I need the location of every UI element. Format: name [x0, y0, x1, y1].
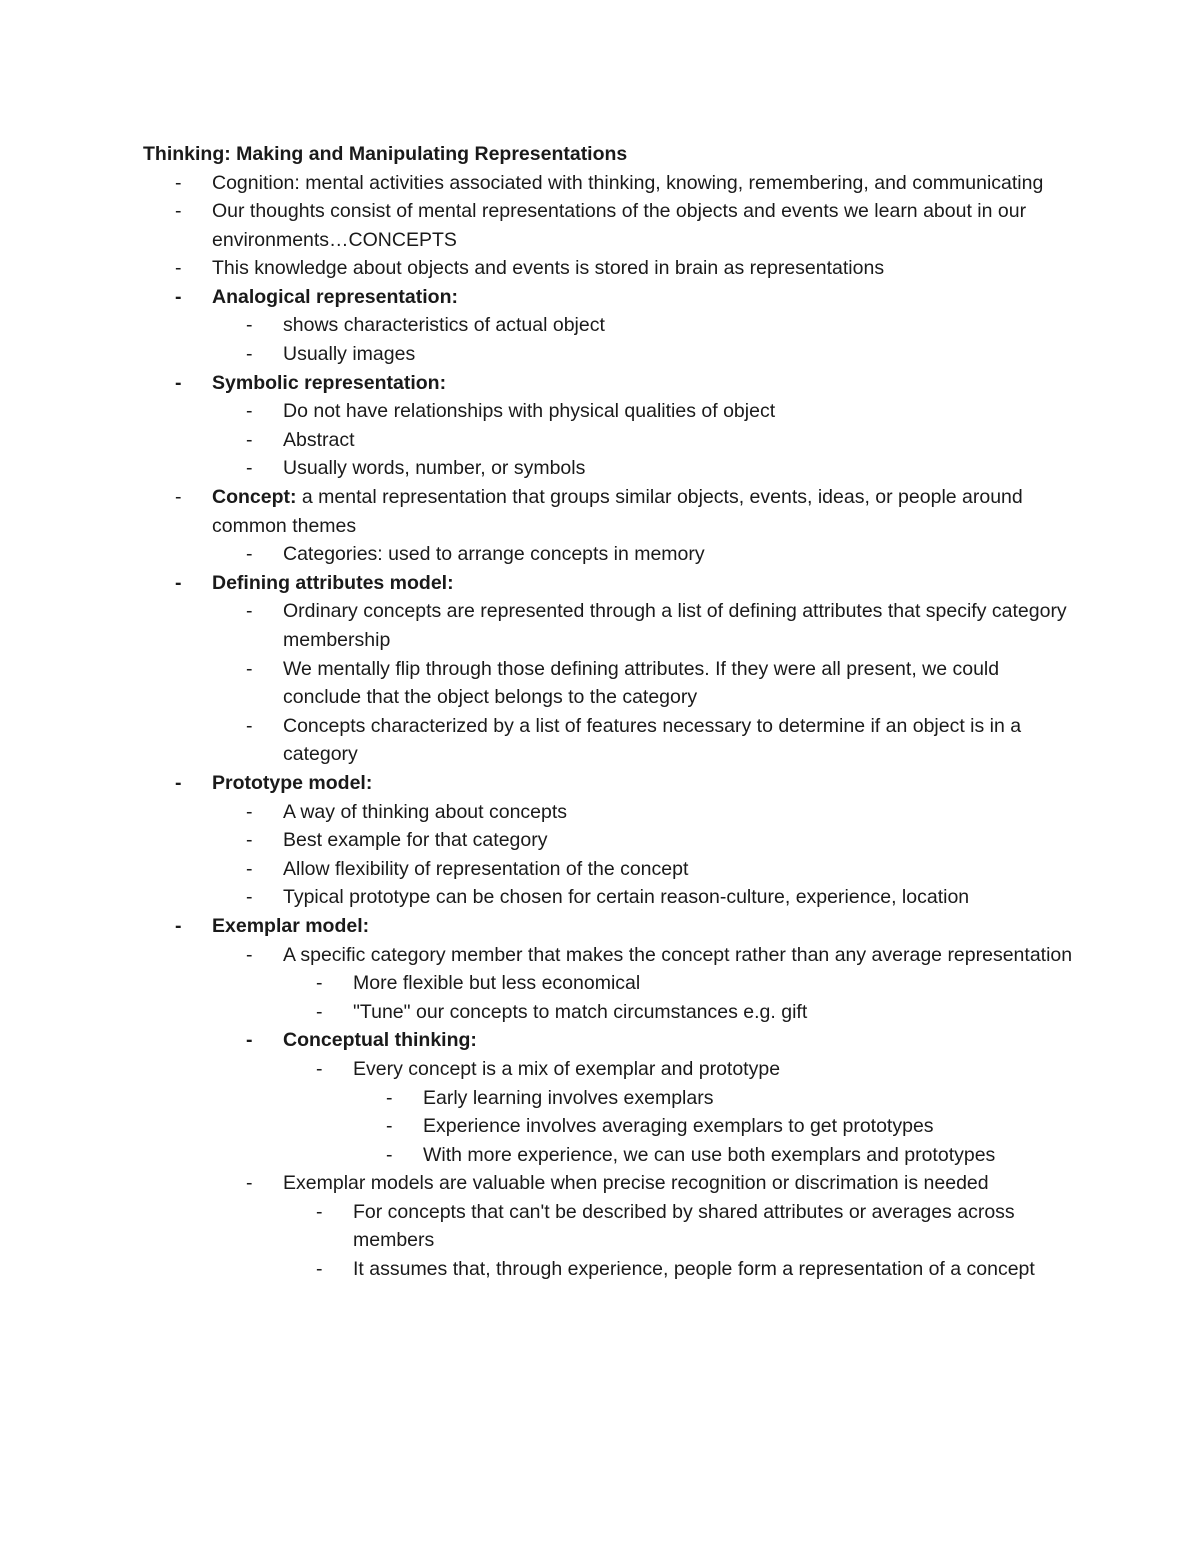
bullet-dash: - — [246, 400, 253, 423]
outline-item-text: Cognition: mental activities associated with thinking, knowing, remembering, and communicating — [212, 171, 1044, 194]
outline-item-text: We mentally flip through those defining attributes. If they were all present, we could conclude that the object belongs to the category — [283, 657, 1000, 709]
term-definition: a mental representation that groups similar objects, events, ideas, or people around common themes — [212, 486, 1023, 537]
bullet-dash: - — [246, 600, 253, 623]
outline-item — [143, 254, 1073, 283]
bullet-dash: - — [246, 343, 253, 366]
outline-item-text: It assumes that, through experience, people form a representation of a concept — [353, 1258, 1035, 1281]
outline-item-text: Typical prototype can be chosen for certain reason-culture, experience, location — [283, 886, 970, 909]
outline-item — [143, 883, 1073, 912]
bullet-dash: - — [175, 571, 182, 594]
bullet-dash: - — [386, 1143, 393, 1166]
outline-item — [143, 712, 1073, 769]
outline-item-text: Conceptual thinking: — [283, 1029, 477, 1052]
bullet-dash: - — [175, 371, 182, 394]
outline-item-text: shows characteristics of actual object — [283, 314, 605, 337]
outline-item — [143, 655, 1073, 712]
outline-item — [143, 540, 1073, 569]
outline-item — [143, 426, 1073, 455]
bullet-dash: - — [175, 771, 182, 794]
bullet-dash: - — [246, 714, 253, 737]
bullet-dash: - — [246, 800, 253, 823]
bullet-dash: - — [316, 1258, 323, 1281]
document-title: Thinking: Making and Manipulating Representations — [143, 143, 628, 165]
outline-item-text: Exemplar model: — [212, 914, 370, 937]
bullet-dash: - — [316, 1200, 323, 1223]
outline-item — [143, 169, 1073, 198]
outline-item-text: Prototype model: — [212, 771, 373, 794]
outline-item — [143, 1198, 1073, 1255]
outline-item — [143, 998, 1073, 1027]
outline-item — [143, 1255, 1073, 1284]
outline-item-text: For concepts that can't be described by shared attributes or averages across members — [353, 1200, 1015, 1252]
outline-item — [143, 1055, 1073, 1084]
term-label: Concept: — [212, 486, 297, 509]
outline-item — [143, 311, 1073, 340]
outline-item — [143, 369, 1073, 398]
outline-item-text: A way of thinking about concepts — [283, 800, 568, 823]
outline-item-text: "Tune" our concepts to match circumstances e.g. gift — [353, 1000, 808, 1023]
outline-item — [143, 941, 1073, 970]
outline-item-text: With more experience, we can use both exemplars and prototypes — [423, 1143, 996, 1166]
bullet-dash: - — [246, 543, 253, 566]
outline-item-text: Every concept is a mix of exemplar and prototype — [353, 1057, 781, 1080]
outline-item — [143, 397, 1073, 426]
outline-item-text: A specific category member that makes the concept rather than any average representation — [283, 943, 1073, 966]
outline-item-text: Usually images — [283, 343, 416, 366]
outline-item — [143, 1141, 1073, 1170]
bullet-dash: - — [246, 1172, 253, 1195]
outline-item-text: Our thoughts consist of mental representations of the objects and events we learn about in our environments…CONCEPTS — [212, 200, 1027, 251]
bullet-dash: - — [175, 171, 182, 194]
outline-item-text: Exemplar models are valuable when precise recognition or discrimation is needed — [283, 1172, 989, 1195]
outline-item-text: Best example for that category — [283, 829, 548, 852]
bullet-dash: - — [386, 1086, 393, 1109]
outline-item — [143, 1084, 1073, 1113]
bullet-dash: - — [246, 428, 253, 451]
outline-item-text — [212, 486, 1023, 537]
outline-item-text: Ordinary concepts are represented through a list of defining attributes that specify category membership — [283, 600, 1067, 651]
outline-item — [143, 855, 1073, 884]
outline-item-text: Experience involves averaging exemplars to get prototypes — [423, 1115, 934, 1138]
outline-item-text: Symbolic representation: — [212, 371, 447, 394]
outline-item — [143, 826, 1073, 855]
bullet-dash: - — [316, 1000, 323, 1023]
bullet-dash: - — [175, 914, 182, 937]
outline-item — [143, 569, 1073, 598]
outline-item — [143, 1112, 1073, 1141]
outline-item-text: Analogical representation: — [212, 285, 458, 308]
bullet-dash: - — [246, 457, 253, 480]
outline-item-text: Usually words, number, or symbols — [283, 457, 586, 480]
outline-item-text: More flexible but less economical — [353, 972, 641, 995]
bullet-dash: - — [246, 857, 253, 880]
outline-item — [143, 283, 1073, 312]
outline-item — [143, 483, 1073, 540]
outline-item-text: Allow flexibility of representation of the concept — [283, 857, 689, 880]
outline-item-text: Defining attributes model: — [212, 571, 454, 594]
outline-item-text: This knowledge about objects and events is stored in brain as representations — [212, 257, 885, 280]
bullet-dash: - — [316, 1057, 323, 1080]
bullet-dash: - — [386, 1115, 393, 1138]
bullet-dash: - — [246, 829, 253, 852]
outline-item-text: Abstract — [283, 428, 355, 451]
outline-item-text: Do not have relationships with physical qualities of object — [283, 400, 776, 423]
bullet-dash: - — [246, 886, 253, 909]
outline-item — [143, 597, 1073, 654]
outline-item — [143, 454, 1073, 483]
bullet-dash: - — [246, 657, 253, 680]
outline-item — [143, 798, 1073, 827]
bullet-dash: - — [175, 285, 182, 308]
outline-item — [143, 969, 1073, 998]
bullet-dash: - — [175, 200, 182, 223]
document-body — [143, 140, 1073, 1284]
outline-item — [143, 1169, 1073, 1198]
bullet-dash: - — [175, 257, 182, 280]
outline-item-text: Categories: used to arrange concepts in memory — [283, 543, 705, 566]
bullet-dash: - — [246, 1029, 253, 1052]
outline-list — [143, 169, 1073, 1284]
outline-item — [143, 1026, 1073, 1055]
bullet-dash: - — [246, 943, 253, 966]
outline-item — [143, 340, 1073, 369]
outline-item — [143, 912, 1073, 941]
outline-item-text: Concepts characterized by a list of features necessary to determine if an object is in a category — [283, 714, 1022, 766]
outline-item — [143, 769, 1073, 798]
outline-item-text: Early learning involves exemplars — [423, 1086, 714, 1109]
bullet-dash: - — [246, 314, 253, 337]
outline-item — [143, 197, 1073, 254]
bullet-dash: - — [175, 486, 182, 509]
bullet-dash: - — [316, 972, 323, 995]
